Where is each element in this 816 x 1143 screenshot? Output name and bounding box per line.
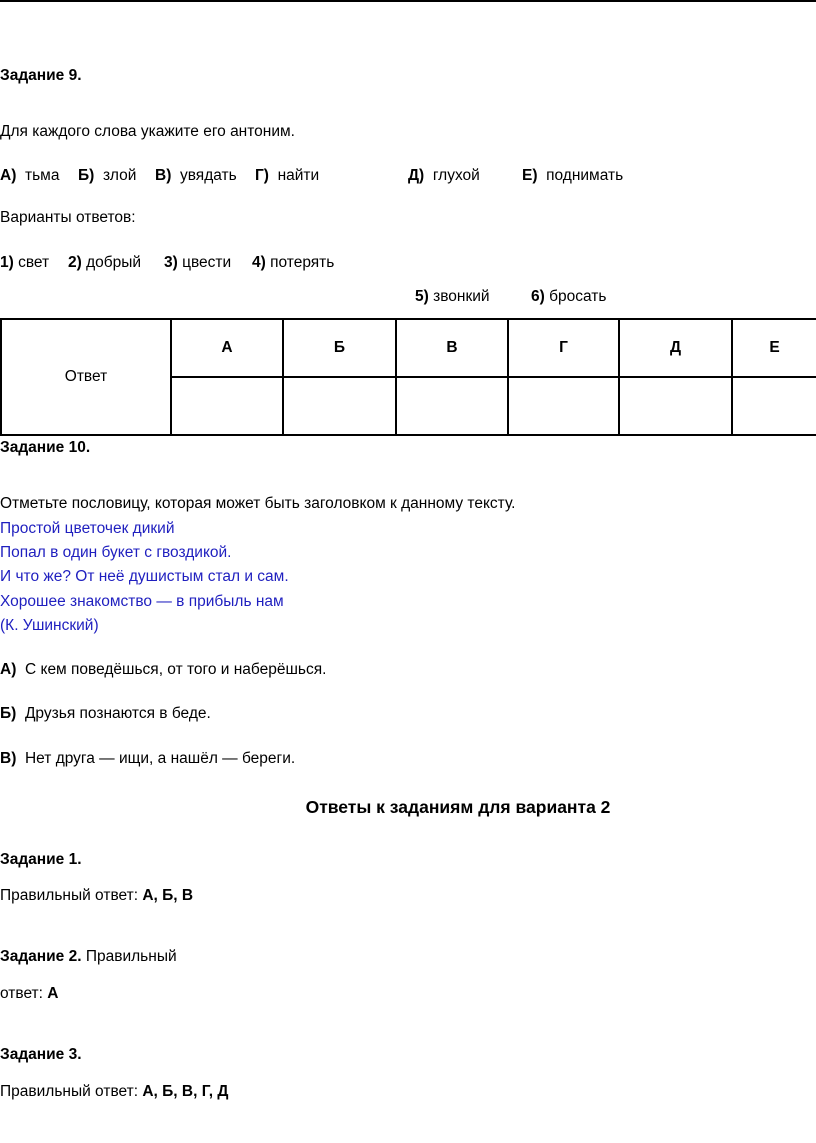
answer-cell-g[interactable] (508, 377, 619, 435)
task9-title: Задание 9. (0, 67, 82, 84)
option-4: 4) потерять (252, 254, 335, 271)
word-item-d: Д) глухой (408, 167, 480, 184)
answer-cell-a[interactable] (171, 377, 283, 435)
option-6: 6) бросать (531, 288, 607, 305)
word-item-g: Г) найти (255, 167, 320, 184)
word-item-v: В) увядать (155, 167, 237, 184)
option-2: 2) добрый (68, 254, 142, 271)
answer-cell-b[interactable] (283, 377, 396, 435)
word-item-b: Б) злой (78, 167, 137, 184)
task9-word-list (0, 166, 816, 186)
answer-header-v: В (396, 319, 508, 377)
choice-b: Б) Друзья познаются в беде. (0, 705, 211, 722)
answer-cell-d[interactable] (619, 377, 732, 435)
task9-options-label: Варианты ответов: (0, 209, 136, 226)
answer-row-label: Ответ (1, 319, 171, 435)
option-5: 5) звонкий (415, 288, 490, 305)
answer-header-d: Д (619, 319, 732, 377)
task9-options-row1 (0, 253, 816, 273)
top-border-line (0, 0, 816, 2)
poem-line-3: И что же? От неё душистым стал и сам. (0, 568, 289, 585)
answer-cell-e[interactable] (732, 377, 816, 435)
answer-header-e: Е (732, 319, 816, 377)
option-1: 1) свет (0, 254, 50, 271)
answer-header-g: Г (508, 319, 619, 377)
answer3-line: Правильный ответ: А, Б, В, Г, Д (0, 1083, 229, 1100)
choice-v: В) Нет друга — ищи, а нашёл — береги. (0, 750, 296, 767)
task10-title: Задание 10. (0, 439, 91, 456)
answer-table (0, 318, 816, 436)
answer1-line: Правильный ответ: А, Б, В (0, 887, 194, 904)
answer1-title: Задание 1. (0, 851, 82, 868)
task10-instruction: Отметьте пословицу, которая может быть заголовком к данному тексту. (0, 495, 516, 512)
poem-author: (К. Ушинский) (0, 617, 99, 634)
task9-options-row2 (0, 287, 816, 307)
task9-instruction: Для каждого слова укажите его антоним. (0, 123, 295, 140)
answer-header-a: А (171, 319, 283, 377)
poem-line-4: Хорошее знакомство — в прибыль нам (0, 593, 284, 610)
option-3: 3) цвести (164, 254, 232, 271)
word-item-e: Е) поднимать (522, 167, 624, 184)
word-item-a: А) тьма (0, 167, 60, 184)
answer2-line1: Задание 2. Правильный (0, 948, 177, 965)
answer-cell-v[interactable] (396, 377, 508, 435)
answer2-line2: ответ: А (0, 985, 59, 1002)
answer-header-b: Б (283, 319, 396, 377)
answers-heading: Ответы к заданиям для варианта 2 (305, 797, 611, 817)
poem-line-1: Простой цветочек дикий (0, 520, 175, 537)
poem-line-2: Попал в один букет с гвоздикой. (0, 544, 232, 561)
choice-a: А) С кем поведёшься, от того и наберёшься. (0, 661, 327, 678)
answer3-title: Задание 3. (0, 1046, 82, 1063)
